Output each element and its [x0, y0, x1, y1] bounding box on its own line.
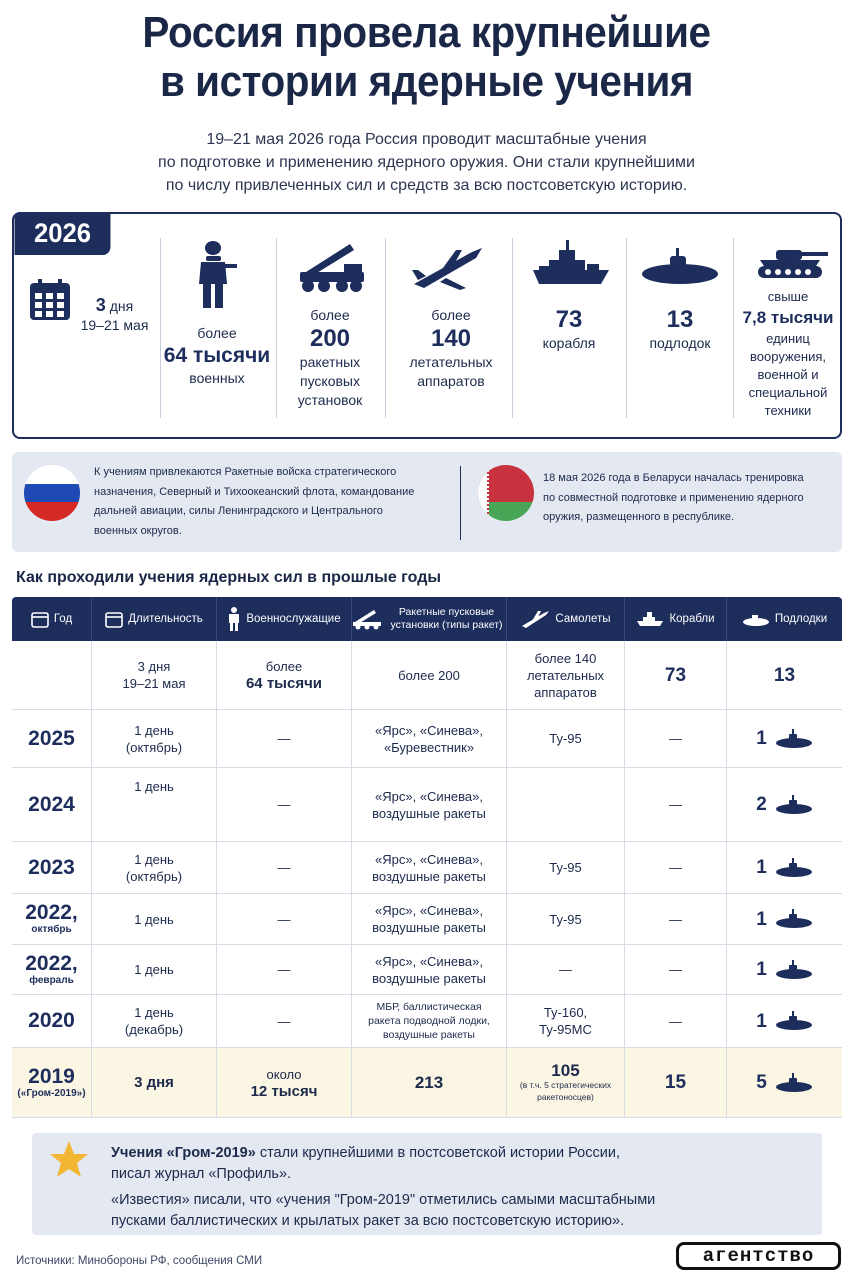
table-row — [12, 710, 842, 768]
table-row — [12, 768, 842, 842]
aircraft-value: 140 — [430, 325, 472, 352]
note-text — [111, 1143, 801, 1232]
cell-text: 73 — [664, 664, 687, 686]
equipment-label: техники — [764, 403, 812, 418]
cell-text: «Ярс», «Синева», воздушные ракеты — [372, 903, 486, 935]
equipment-label: единиц — [766, 331, 810, 346]
table-row — [12, 894, 842, 945]
cell-rockets — [352, 710, 507, 767]
cell-rockets — [352, 894, 507, 944]
troops-wrap — [278, 730, 291, 747]
submarine-icon — [742, 611, 770, 627]
subtitle-line-1: 19–21 мая 2026 года Россия проводит масштабные учения — [206, 131, 647, 148]
stat-aircraft — [390, 306, 512, 391]
divider — [385, 238, 386, 418]
russia-info-line: военных округов. — [94, 524, 182, 537]
cell-submarines — [727, 641, 842, 709]
cell-ships — [625, 894, 727, 944]
cell-planes — [507, 842, 625, 893]
cell-troops — [217, 894, 352, 944]
submarines-value: 13 — [666, 306, 694, 333]
cell-duration — [92, 894, 217, 944]
duration-dates: 19–21 мая — [80, 317, 149, 333]
col-duration — [92, 597, 217, 641]
cell-text: более 200 — [398, 667, 460, 683]
cell-planes — [507, 1048, 625, 1117]
cell-text: 15 — [664, 1072, 687, 1093]
cell-ships — [625, 995, 727, 1047]
cell-duration — [92, 995, 217, 1047]
page-title — [34, 8, 819, 106]
soldier-icon — [227, 607, 241, 631]
year-value: 2020 — [28, 1009, 75, 1032]
stat-equipment — [735, 288, 841, 420]
cell-text: Ту-95 — [549, 911, 582, 927]
table-row — [12, 842, 842, 894]
cell-text: «Ярс», «Синева», «Буревестник» — [375, 722, 483, 755]
launchers-label: установок — [297, 392, 363, 408]
submarines-value: 1 — [756, 959, 767, 980]
year-value: 2025 — [28, 726, 75, 750]
belarus-info-line: по совместной подготовке и применению ядерного — [543, 491, 804, 504]
table-row — [12, 641, 842, 710]
russia-info-line: назначения, Северный и Тихоокеанский флота, командование — [94, 485, 415, 498]
cell-duration — [92, 1048, 217, 1117]
troops-value: — — [277, 1013, 291, 1029]
duration-unit: дня — [109, 298, 134, 314]
col-year-label: Год — [53, 612, 73, 625]
cell-text: 3 дня — [134, 1074, 174, 1091]
aircraft-label: летательных — [409, 354, 493, 370]
troops-pre: более — [197, 325, 237, 341]
troops-wrap — [278, 911, 291, 928]
cell-submarines — [727, 894, 842, 944]
note-line-4: пусками баллистических и крылатых ракет за всю постсоветскую историю». — [111, 1213, 625, 1229]
cell-planes — [507, 894, 625, 944]
cell-ships — [625, 842, 727, 893]
cell-troops — [217, 641, 352, 709]
cell-troops — [217, 768, 352, 841]
cell-rockets — [352, 641, 507, 709]
calendar-icon — [28, 278, 72, 322]
year-tab: 2026 — [15, 212, 111, 255]
missile-launcher-icon — [352, 608, 382, 630]
cell-text: — — [669, 860, 682, 875]
tank-icon — [756, 244, 828, 285]
troops-value: — — [277, 860, 291, 875]
title-line-2: в истории ядерные учения — [159, 57, 694, 106]
cell-text: — — [669, 962, 682, 977]
sources: Источники: Минобороны РФ, сообщения СМИ — [16, 1255, 263, 1267]
ships-label: корабля — [542, 335, 596, 351]
cell-planes — [507, 768, 625, 841]
cell-troops — [217, 945, 352, 994]
troops-value: — — [277, 962, 291, 977]
cell-text: Ту-95 — [549, 731, 582, 746]
cell-ships — [625, 1048, 727, 1117]
submarine-icon — [775, 909, 813, 929]
col-troops-label: Военнослужащие — [246, 612, 341, 625]
cell-submarines — [727, 768, 842, 841]
cell-planes — [507, 995, 625, 1047]
table-row — [12, 945, 842, 995]
russia-flag-icon — [24, 465, 80, 521]
cell-text: Ту-160, Ту-95МС — [539, 1005, 592, 1037]
cell-planes — [507, 945, 625, 994]
col-planes-label: Самолеты — [555, 612, 611, 625]
cell-rockets — [352, 768, 507, 841]
cell-text: «Ярс», «Синева», воздушные ракеты — [372, 788, 486, 821]
year-note: февраль — [29, 974, 74, 986]
submarines-value: 1 — [756, 857, 767, 878]
submarine-icon — [775, 1011, 813, 1031]
stat-duration — [72, 296, 157, 335]
cell-ships — [625, 641, 727, 709]
divider — [160, 238, 161, 418]
col-submarines — [727, 597, 842, 641]
troops-value: 64 тысячи — [245, 675, 323, 692]
cell-year — [12, 641, 92, 709]
planes-wrap — [520, 1062, 611, 1103]
cell-text: 1 день — [134, 779, 174, 794]
submarines-value: 13 — [773, 664, 796, 686]
divider — [626, 238, 627, 418]
note-line-3: «Известия» писали, что «учения "Гром-2019" отметились самыми масштабными — [111, 1192, 656, 1208]
cell-submarines — [727, 710, 842, 767]
stat-ships — [514, 306, 624, 353]
cell-text: МБР, баллистическая ракета подводной лодки, воздушные ракеты — [368, 1001, 490, 1041]
equipment-pre: свыше — [767, 289, 809, 304]
col-ships-label: Корабли — [669, 612, 715, 625]
troops-wrap — [246, 658, 322, 692]
cell-ships — [625, 945, 727, 994]
cell-text: «Ярс», «Синева», воздушные ракеты — [372, 953, 486, 986]
cell-duration — [92, 842, 217, 893]
cell-year — [12, 945, 92, 994]
troops-pre: около — [266, 1066, 302, 1082]
cell-text: 1 день — [134, 962, 174, 977]
col-rockets — [352, 597, 507, 641]
warship-icon — [636, 610, 664, 628]
cell-ships — [625, 768, 727, 841]
cell-submarines — [727, 945, 842, 994]
subtitle-line-3: по числу привлеченных сил и средств за всю постсоветскую историю. — [165, 177, 688, 194]
launchers-value: 200 — [309, 325, 351, 352]
cell-planes — [507, 641, 625, 709]
stat-launchers — [278, 306, 382, 410]
info-divider — [460, 466, 461, 540]
launchers-label: пусковых — [300, 373, 360, 389]
cell-duration — [92, 945, 217, 994]
divider — [733, 238, 734, 418]
missile-launcher-icon — [296, 238, 368, 298]
submarine-icon — [775, 729, 813, 749]
subtitle-line-2: по подготовке и применению ядерного оружия. Они стали крупнейшими — [158, 154, 695, 171]
belarus-info — [543, 469, 833, 528]
troops-wrap — [278, 796, 291, 813]
submarines-value: 1 — [756, 908, 767, 930]
belarus-flag-icon — [478, 465, 534, 521]
col-submarines-label: Подлодки — [774, 612, 828, 625]
submarine-icon — [640, 246, 720, 291]
col-duration-label: Длительность — [128, 612, 203, 625]
cell-year — [12, 710, 92, 767]
submarine-icon — [775, 960, 813, 980]
stat-troops — [162, 324, 272, 388]
russia-info — [94, 463, 454, 541]
cell-year — [12, 842, 92, 893]
col-troops — [217, 597, 352, 641]
submarines-value: 1 — [756, 1010, 767, 1032]
cell-rockets — [352, 842, 507, 893]
cell-year — [12, 894, 92, 944]
belarus-info-line: 18 мая 2026 года в Беларуси началась тренировка — [543, 472, 804, 484]
troops-pre: более — [265, 659, 303, 674]
equipment-value: 7,8 тысячи — [742, 308, 834, 327]
cell-troops — [217, 1048, 352, 1117]
divider — [512, 238, 513, 418]
belarus-info-line: оружия, размещенного в республике. — [543, 511, 735, 523]
subtitle — [80, 128, 773, 197]
aircraft-pre: более — [431, 307, 471, 323]
cell-text: — — [669, 911, 682, 927]
cell-text: 1 день (декабрь) — [124, 1005, 184, 1037]
cell-text: — — [669, 797, 682, 812]
year-value: 2024 — [28, 792, 75, 816]
table-row — [12, 1048, 842, 1118]
divider — [276, 238, 277, 418]
cell-troops — [217, 710, 352, 767]
planes-value: 105 — [551, 1061, 580, 1080]
col-planes — [507, 597, 625, 641]
cell-year — [12, 1048, 92, 1117]
equipment-label: вооружения, — [750, 349, 826, 364]
note-line-2: писал журнал «Профиль». — [111, 1166, 292, 1182]
equipment-label: военной и — [757, 367, 819, 382]
submarines-label: подлодок — [649, 335, 711, 351]
jet-icon — [520, 609, 550, 629]
cell-rockets — [352, 1048, 507, 1117]
cell-text: 1 день (октябрь) — [125, 851, 183, 884]
note-bold: Учения «Гром-2019» — [111, 1145, 256, 1161]
col-ships — [625, 597, 727, 641]
launchers-label: ракетных — [299, 354, 361, 370]
equipment-label: специальной — [748, 385, 828, 400]
cell-rockets — [352, 945, 507, 994]
cell-rockets — [352, 995, 507, 1047]
soldier-icon — [191, 240, 239, 315]
troops-wrap — [278, 961, 291, 978]
stat-submarines — [628, 306, 732, 353]
warship-icon — [531, 240, 611, 295]
troops-label: военных — [189, 370, 245, 386]
cell-submarines — [727, 995, 842, 1047]
troops-value: — — [277, 731, 291, 746]
note-line-1 — [111, 1143, 801, 1164]
launchers-pre: более — [310, 307, 350, 323]
note-rest: стали крупнейшими в постсоветской истории России, — [255, 1145, 620, 1161]
year-value: 2022, — [25, 951, 78, 975]
troops-wrap — [278, 1013, 291, 1030]
troops-value: 12 тысяч — [250, 1082, 318, 1100]
calendar-icon — [105, 610, 123, 628]
cell-ships — [625, 710, 727, 767]
russia-info-line: К учениям привлекаются Ракетные войска стратегического — [94, 466, 397, 478]
cell-year — [12, 995, 92, 1047]
submarine-icon — [775, 795, 813, 815]
table-heading: Как проходили учения ядерных сил в прошлые годы — [16, 569, 442, 586]
col-year — [12, 597, 92, 641]
cell-duration — [92, 641, 217, 709]
star-icon — [48, 1138, 90, 1185]
calendar-icon — [31, 610, 49, 628]
cell-year — [12, 768, 92, 841]
cell-text: 1 день — [134, 911, 174, 927]
duration-value: 3 — [95, 295, 106, 315]
cell-submarines — [727, 1048, 842, 1117]
jet-icon — [410, 244, 486, 297]
submarines-value: 1 — [756, 728, 767, 749]
submarines-value: 5 — [756, 1072, 767, 1093]
cell-troops — [217, 995, 352, 1047]
submarine-icon — [775, 858, 813, 878]
planes-note: (в т.ч. 5 стратегических ракетоносцев) — [519, 1080, 612, 1102]
submarines-value: 2 — [756, 794, 767, 815]
cell-text: 213 — [414, 1073, 444, 1092]
cell-duration — [92, 710, 217, 767]
troops-wrap — [251, 1066, 318, 1100]
year-value: 2019 — [28, 1064, 75, 1088]
title-line-1: Россия провела крупнейшие — [142, 8, 711, 57]
submarine-icon — [775, 1073, 813, 1093]
ships-value: 73 — [555, 306, 583, 333]
year-value: 2022, — [25, 901, 78, 924]
agency-logo: агентство — [676, 1242, 841, 1270]
table-header — [12, 597, 842, 641]
cell-text: 3 дня 19–21 мая — [122, 659, 186, 691]
cell-duration — [92, 768, 217, 841]
russia-info-line: дальней авиации, силы Ленинградского и Центрального — [94, 505, 383, 517]
year-value: 2023 — [28, 855, 75, 879]
cell-text: Ту-95 — [549, 860, 582, 875]
cell-text: «Ярс», «Синева», воздушные ракеты — [372, 851, 486, 884]
troops-wrap — [278, 859, 291, 876]
cell-submarines — [727, 842, 842, 893]
troops-value: 64 тысячи — [163, 344, 271, 367]
cell-text: 1 день (октябрь) — [125, 722, 183, 755]
cell-planes — [507, 710, 625, 767]
cell-text: — — [669, 1013, 682, 1029]
aircraft-label: аппаратов — [417, 373, 485, 389]
cell-troops — [217, 842, 352, 893]
year-note: («Гром-2019») — [17, 1087, 86, 1099]
cell-text: — — [559, 962, 572, 977]
cell-text: более 140 летательных аппаратов — [526, 650, 605, 700]
col-rockets-label: Ракетные пусковые установки (типы ракет) — [390, 606, 503, 631]
troops-value: — — [277, 911, 291, 927]
troops-value: — — [277, 797, 291, 812]
year-note: октябрь — [31, 924, 72, 935]
cell-text: — — [669, 731, 682, 746]
table-row — [12, 995, 842, 1048]
